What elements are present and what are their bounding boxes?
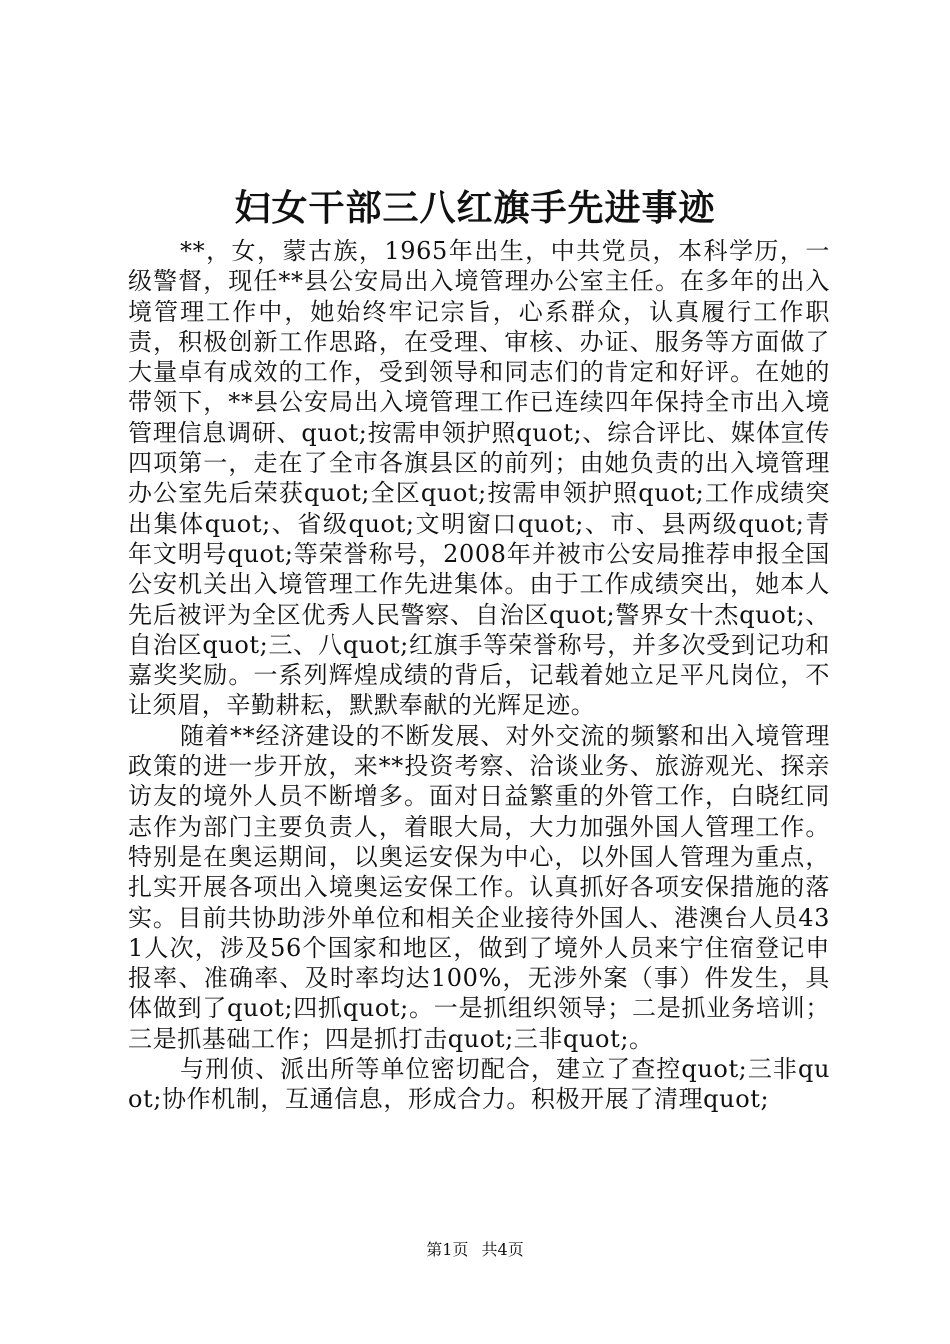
page-number: 第1页	[426, 1240, 469, 1259]
document-title: 妇女干部三八红旗手先进事迹	[234, 187, 716, 229]
document-body	[128, 236, 830, 1115]
page-footer	[0, 1240, 950, 1260]
paragraph-3: 与刑侦、派出所等单位密切配合，建立了查控quot;三非quot;协作机制，互通信息，形成合力。积极开展了清理quot;	[128, 1055, 830, 1114]
paragraph-2: 随着**经济建设的不断发展、对外交流的频繁和出入境管理政策的进一步开放，来**投资考察、洽谈业务、旅游观光、探亲访友的境外人员不断增多。面对日益繁重的外管工作，白晓红同志作为部门主要负责人，着眼大局，大力加强外国人管理工作。特别是在奥运期间，以奥运安保为中心，以外国人管理为重点，扎实开展各项出入境奥运安保工作。认真抓好各项安保措施的落实。目前共协助涉外单位和相关企业接待外国人、港澳台人员431人次，涉及56个国家和地区，做到了境外人员来宁住宿登记申报率、准确率、及时率均达100%，无涉外案（事）件发生，具体做到了quot;四抓quot;。一是抓组织领导；二是抓业务培训；三是抓基础工作；四是抓打击quot;三非quot;。	[128, 721, 830, 1053]
paragraph-1: **，女，蒙古族，1965年出生，中共党员，本科学历，一级警督，现任**县公安局出入境管理办公室主任。在多年的出入境管理工作中，她始终牢记宗旨，心系群众，认真履行工作职责，积极创新工作思路，在受理、审核、办证、服务等方面做了大量卓有成效的工作，受到领导和同志们的肯定和好评。在她的带领下，**县公安局出入境管理工作已连续四年保持全市出入境管理信息调研、quot;按需申领护照quot;、综合评比、媒体宣传四项第一，走在了全市各旗县区的前列；由她负责的出入境管理办公室先后荣获quot;全区quot;按需申领护照quot;工作成绩突出集体quot;、省级quot;文明窗口quot;、市、县两级quot;青年文明号quot;等荣誉称号，2008年并被市公安局推荐申报全国公安机关出入境管理工作先进集体。由于工作成绩突出，她本人先后被评为全区优秀人民警察、自治区quot;警界女十杰quot;、自治区quot;三、八quot;红旗手等荣誉称号，并多次受到记功和嘉奖奖励。一系列辉煌成绩的背后，记载着她立足平凡岗位，不让须眉，辛勤耕耘，默默奉献的光辉足迹。	[128, 237, 830, 720]
page-total: 共4页	[481, 1240, 524, 1259]
